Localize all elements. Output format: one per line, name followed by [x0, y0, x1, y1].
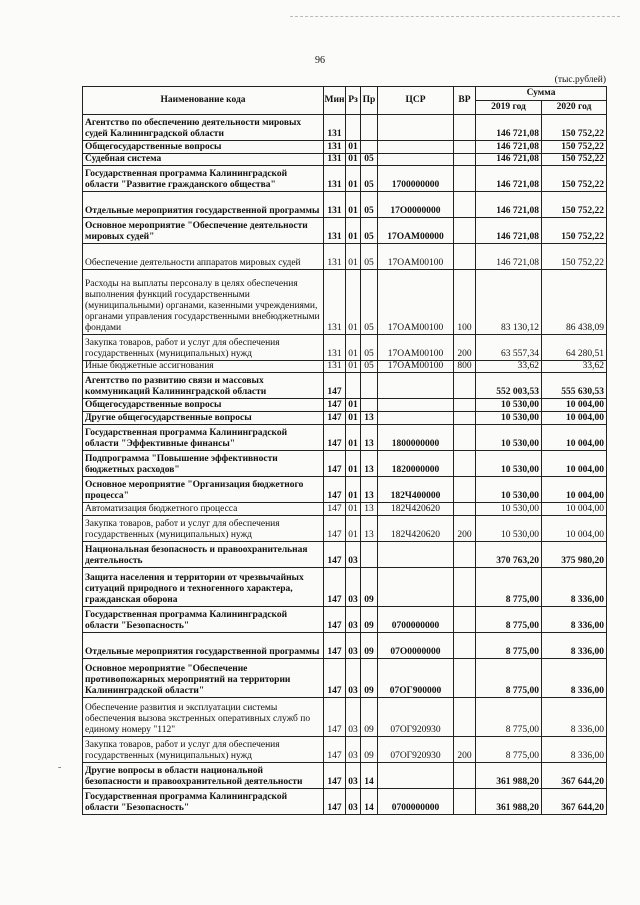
table-row	[83, 373, 607, 399]
cell-name: Обеспечение деятельности аппаратов мировых судей	[83, 244, 324, 270]
cell-2019: 10 530,00	[476, 516, 542, 542]
cell-vr	[454, 633, 476, 659]
cell-2019: 10 530,00	[476, 412, 542, 425]
cell-2020: 150 752,22	[542, 154, 607, 166]
cell-name: Иные бюджетные ассигнования	[83, 361, 324, 373]
cell-csr	[378, 412, 454, 425]
cell-pr	[361, 373, 378, 399]
table-body	[83, 115, 607, 815]
cell-rz	[346, 115, 361, 141]
cell-vr	[454, 763, 476, 789]
cell-vr	[454, 154, 476, 166]
cell-csr	[378, 373, 454, 399]
cell-rz	[346, 373, 361, 399]
cell-name: Другие общегосударственные вопросы	[83, 412, 324, 425]
cell-rz: 03	[346, 659, 361, 698]
cell-2019: 146 721,08	[476, 192, 542, 218]
cell-min: 147	[324, 659, 346, 698]
cell-name: Основное мероприятие "Обеспечение противопожарных мероприятий на территории Калининградской области"	[83, 659, 324, 698]
cell-2019: 146 721,08	[476, 154, 542, 166]
cell-rz: 01	[346, 166, 361, 192]
units-label: (тыс.рублей)	[554, 75, 606, 85]
cell-name: Судебная система	[83, 154, 324, 166]
cell-2020: 555 630,53	[542, 373, 607, 399]
cell-csr	[378, 115, 454, 141]
cell-vr	[454, 698, 476, 737]
cell-2019: 10 530,00	[476, 477, 542, 503]
margin-mark: -	[58, 762, 62, 773]
cell-name: Автоматизация бюджетного процесса	[83, 503, 324, 516]
cell-2020: 150 752,22	[542, 192, 607, 218]
cell-min: 131	[324, 154, 346, 166]
cell-rz: 03	[346, 698, 361, 737]
cell-vr	[454, 568, 476, 607]
cell-2019: 83 130,12	[476, 270, 542, 335]
header-rz: Рз	[346, 87, 361, 115]
cell-vr	[454, 542, 476, 568]
cell-pr: 13	[361, 503, 378, 516]
cell-pr: 05	[361, 270, 378, 335]
cell-min: 147	[324, 425, 346, 451]
cell-pr: 09	[361, 607, 378, 633]
cell-2019: 10 530,00	[476, 425, 542, 451]
cell-name: Расходы на выплаты персоналу в целях обеспечения выполнения функций государственными (муниципальными) органами, казенными учреждениями, органами управления государственными внебюджетными фондами	[83, 270, 324, 335]
cell-pr: 13	[361, 516, 378, 542]
cell-vr	[454, 412, 476, 425]
cell-csr: 0700000000	[378, 607, 454, 633]
cell-2019: 361 988,20	[476, 789, 542, 815]
table-row	[83, 451, 607, 477]
cell-2019: 146 721,08	[476, 218, 542, 244]
cell-min: 131	[324, 166, 346, 192]
cell-2020: 375 980,20	[542, 542, 607, 568]
table-row	[83, 698, 607, 737]
table-row	[83, 335, 607, 361]
cell-min: 147	[324, 503, 346, 516]
cell-pr	[361, 115, 378, 141]
cell-min: 131	[324, 335, 346, 361]
cell-name: Общегосударственные вопросы	[83, 141, 324, 154]
cell-rz: 01	[346, 451, 361, 477]
table-row	[83, 789, 607, 815]
cell-pr: 05	[361, 192, 378, 218]
cell-vr	[454, 503, 476, 516]
cell-pr: 05	[361, 335, 378, 361]
cell-csr: 182Ч400000	[378, 477, 454, 503]
cell-rz: 01	[346, 270, 361, 335]
cell-rz: 03	[346, 607, 361, 633]
cell-csr: 07OГ920930	[378, 737, 454, 763]
cell-2019: 8 775,00	[476, 633, 542, 659]
cell-min: 147	[324, 399, 346, 412]
cell-vr	[454, 373, 476, 399]
cell-csr: 17OAM00100	[378, 244, 454, 270]
table-row	[83, 503, 607, 516]
cell-pr: 13	[361, 412, 378, 425]
cell-name: Закупка товаров, работ и услуг для обеспечения государственных (муниципальных) нужд	[83, 737, 324, 763]
cell-pr: 05	[361, 166, 378, 192]
cell-name: Отдельные мероприятия государственной программы	[83, 633, 324, 659]
cell-2020: 150 752,22	[542, 115, 607, 141]
cell-csr	[378, 542, 454, 568]
cell-rz: 01	[346, 399, 361, 412]
cell-name: Основное мероприятие "Организация бюджетного процесса"	[83, 477, 324, 503]
cell-2019: 63 557,34	[476, 335, 542, 361]
cell-pr: 13	[361, 425, 378, 451]
cell-2019: 146 721,08	[476, 244, 542, 270]
cell-rz: 01	[346, 425, 361, 451]
cell-csr	[378, 154, 454, 166]
cell-name: Национальная безопасность и правоохранительная деятельность	[83, 542, 324, 568]
cell-name: Государственная программа Калининградской области "Эффективные финансы"	[83, 425, 324, 451]
header-pr: Пр	[361, 87, 378, 115]
cell-name: Отдельные мероприятия государственной программы	[83, 192, 324, 218]
cell-rz: 03	[346, 542, 361, 568]
table-row	[83, 154, 607, 166]
table-row	[83, 244, 607, 270]
cell-pr: 14	[361, 789, 378, 815]
cell-rz: 01	[346, 218, 361, 244]
cell-2020: 8 336,00	[542, 698, 607, 737]
cell-2019: 8 775,00	[476, 607, 542, 633]
table-row	[83, 166, 607, 192]
table-row	[83, 192, 607, 218]
cell-2020: 86 438,09	[542, 270, 607, 335]
cell-vr	[454, 607, 476, 633]
cell-2019: 10 530,00	[476, 399, 542, 412]
cell-2020: 150 752,22	[542, 141, 607, 154]
cell-vr	[454, 192, 476, 218]
cell-min: 147	[324, 412, 346, 425]
cell-pr: 05	[361, 244, 378, 270]
cell-2019: 146 721,08	[476, 115, 542, 141]
cell-2019: 8 775,00	[476, 698, 542, 737]
cell-2019: 8 775,00	[476, 737, 542, 763]
cell-vr	[454, 244, 476, 270]
cell-vr: 800	[454, 361, 476, 373]
cell-vr	[454, 166, 476, 192]
table-row	[83, 270, 607, 335]
table-row	[83, 659, 607, 698]
cell-min: 131	[324, 115, 346, 141]
cell-pr: 09	[361, 568, 378, 607]
cell-rz: 01	[346, 154, 361, 166]
cell-pr: 13	[361, 451, 378, 477]
cell-rz: 03	[346, 568, 361, 607]
cell-name: Общегосударственные вопросы	[83, 399, 324, 412]
header-2019: 2019 год	[476, 101, 542, 115]
cell-2020: 8 336,00	[542, 659, 607, 698]
table-row	[83, 737, 607, 763]
cell-csr: 07OГ900000	[378, 659, 454, 698]
cell-2019: 10 530,00	[476, 503, 542, 516]
table-row	[83, 141, 607, 154]
cell-2020: 10 004,00	[542, 477, 607, 503]
cell-2020: 10 004,00	[542, 503, 607, 516]
header-row	[83, 87, 607, 101]
cell-rz: 01	[346, 244, 361, 270]
cell-2020: 150 752,22	[542, 218, 607, 244]
cell-vr	[454, 399, 476, 412]
cell-pr	[361, 141, 378, 154]
header-csr: ЦСР	[378, 87, 454, 115]
cell-rz: 01	[346, 335, 361, 361]
cell-min: 131	[324, 361, 346, 373]
table-row	[83, 516, 607, 542]
cell-rz: 01	[346, 516, 361, 542]
cell-2019: 146 721,08	[476, 166, 542, 192]
cell-2019: 33,62	[476, 361, 542, 373]
cell-rz: 01	[346, 477, 361, 503]
cell-csr	[378, 141, 454, 154]
cell-2019: 361 988,20	[476, 763, 542, 789]
cell-vr	[454, 115, 476, 141]
cell-csr: 17OAM00100	[378, 270, 454, 335]
cell-min: 147	[324, 451, 346, 477]
cell-csr: 182Ч420620	[378, 516, 454, 542]
cell-csr: 17O0000000	[378, 192, 454, 218]
cell-2020: 10 004,00	[542, 425, 607, 451]
cell-2020: 10 004,00	[542, 451, 607, 477]
budget-table	[82, 86, 607, 815]
table-row	[83, 568, 607, 607]
cell-rz: 01	[346, 361, 361, 373]
cell-rz: 01	[346, 412, 361, 425]
cell-min: 147	[324, 698, 346, 737]
cell-pr: 09	[361, 698, 378, 737]
header-name: Наименование кода	[83, 87, 324, 115]
cell-vr: 200	[454, 516, 476, 542]
cell-2020: 8 336,00	[542, 737, 607, 763]
cell-pr: 05	[361, 218, 378, 244]
cell-rz: 03	[346, 737, 361, 763]
cell-vr	[454, 425, 476, 451]
cell-2020: 8 336,00	[542, 633, 607, 659]
table-row	[83, 633, 607, 659]
cell-vr: 200	[454, 335, 476, 361]
cell-min: 147	[324, 373, 346, 399]
cell-rz: 01	[346, 503, 361, 516]
cell-pr: 09	[361, 633, 378, 659]
cell-csr: 17OAM00000	[378, 218, 454, 244]
cell-2020: 8 336,00	[542, 568, 607, 607]
cell-pr: 09	[361, 659, 378, 698]
cell-rz: 03	[346, 633, 361, 659]
cell-vr	[454, 451, 476, 477]
cell-2020: 8 336,00	[542, 607, 607, 633]
cell-vr	[454, 659, 476, 698]
table-row	[83, 115, 607, 141]
cell-min: 131	[324, 141, 346, 154]
cell-csr: 1820000000	[378, 451, 454, 477]
cell-csr: 1800000000	[378, 425, 454, 451]
cell-min: 131	[324, 270, 346, 335]
cell-name: Другие вопросы в области национальной безопасности и правоохранительной деятельности	[83, 763, 324, 789]
cell-min: 147	[324, 763, 346, 789]
cell-name: Подпрограмма "Повышение эффективности бюджетных расходов"	[83, 451, 324, 477]
cell-2020: 367 644,20	[542, 789, 607, 815]
cell-name: Закупка товаров, работ и услуг для обеспечения государственных (муниципальных) нужд	[83, 335, 324, 361]
top-dashed-line	[290, 16, 620, 17]
cell-name: Государственная программа Калининградской области "Безопасность"	[83, 607, 324, 633]
cell-min: 147	[324, 568, 346, 607]
cell-name: Агентство по развитию связи и массовых коммуникаций Калининградской области	[83, 373, 324, 399]
cell-name: Закупка товаров, работ и услуг для обеспечения государственных (муниципальных) нужд	[83, 516, 324, 542]
cell-vr: 100	[454, 270, 476, 335]
cell-2020: 10 004,00	[542, 412, 607, 425]
cell-2020: 10 004,00	[542, 399, 607, 412]
cell-min: 147	[324, 516, 346, 542]
table-row	[83, 412, 607, 425]
cell-csr: 17OAM00100	[378, 361, 454, 373]
cell-2019: 370 763,20	[476, 542, 542, 568]
cell-csr	[378, 568, 454, 607]
cell-name: Государственная программа Калининградской области "Развитие гражданского общества"	[83, 166, 324, 192]
table-row	[83, 399, 607, 412]
table-row	[83, 542, 607, 568]
cell-csr	[378, 763, 454, 789]
cell-csr: 182Ч420620	[378, 503, 454, 516]
cell-pr: 05	[361, 361, 378, 373]
cell-csr: 07O0000000	[378, 633, 454, 659]
cell-name: Агентство по обеспечению деятельности мировых судей Калининградской области	[83, 115, 324, 141]
cell-vr	[454, 477, 476, 503]
table-row	[83, 477, 607, 503]
cell-rz: 01	[346, 141, 361, 154]
cell-min: 147	[324, 607, 346, 633]
cell-pr	[361, 542, 378, 568]
cell-2019: 8 775,00	[476, 568, 542, 607]
cell-min: 147	[324, 789, 346, 815]
cell-pr	[361, 399, 378, 412]
cell-vr	[454, 218, 476, 244]
table-row	[83, 763, 607, 789]
cell-min: 131	[324, 218, 346, 244]
cell-vr: 200	[454, 737, 476, 763]
header-min: Мин	[324, 87, 346, 115]
cell-vr	[454, 789, 476, 815]
cell-vr	[454, 141, 476, 154]
table-row	[83, 607, 607, 633]
cell-name: Основное мероприятие "Обеспечение деятельности мировых судей"	[83, 218, 324, 244]
page-number: 96	[315, 55, 325, 66]
cell-2020: 33,62	[542, 361, 607, 373]
cell-name: Государственная программа Калининградской области "Безопасность"	[83, 789, 324, 815]
cell-name: Обеспечение развития и эксплуатации системы обеспечения вызова экстренных оперативных служб по единому номеру "112"	[83, 698, 324, 737]
cell-name: Защита населения и территории от чрезвычайных ситуаций природного и техногенного характера, гражданская оборона	[83, 568, 324, 607]
cell-min: 147	[324, 633, 346, 659]
cell-rz: 03	[346, 763, 361, 789]
header-sum: Сумма	[476, 87, 607, 101]
cell-2020: 150 752,22	[542, 244, 607, 270]
table-row	[83, 218, 607, 244]
cell-csr: 0700000000	[378, 789, 454, 815]
cell-2020: 367 644,20	[542, 763, 607, 789]
cell-min: 147	[324, 737, 346, 763]
table-row	[83, 361, 607, 373]
table-row	[83, 425, 607, 451]
cell-pr: 09	[361, 737, 378, 763]
cell-rz: 03	[346, 789, 361, 815]
cell-pr: 05	[361, 154, 378, 166]
cell-csr	[378, 399, 454, 412]
cell-2019: 10 530,00	[476, 451, 542, 477]
cell-2020: 64 280,51	[542, 335, 607, 361]
cell-pr: 13	[361, 477, 378, 503]
cell-pr: 14	[361, 763, 378, 789]
cell-2019: 552 003,53	[476, 373, 542, 399]
cell-min: 147	[324, 542, 346, 568]
header-vr: ВР	[454, 87, 476, 115]
header-2020: 2020 год	[542, 101, 607, 115]
cell-min: 131	[324, 244, 346, 270]
cell-2019: 8 775,00	[476, 659, 542, 698]
cell-2020: 150 752,22	[542, 166, 607, 192]
cell-csr: 1700000000	[378, 166, 454, 192]
cell-rz: 01	[346, 192, 361, 218]
cell-min: 147	[324, 477, 346, 503]
cell-csr: 07OГ920930	[378, 698, 454, 737]
cell-2019: 146 721,08	[476, 141, 542, 154]
cell-min: 131	[324, 192, 346, 218]
cell-csr: 17OAM00100	[378, 335, 454, 361]
cell-2020: 10 004,00	[542, 516, 607, 542]
